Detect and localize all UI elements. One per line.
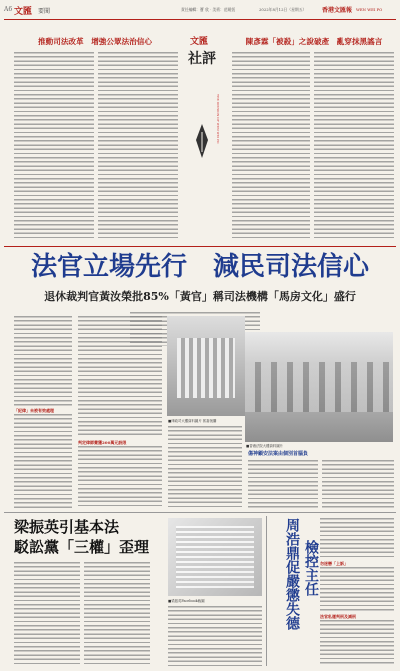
editorial-right-text-col-2 — [314, 52, 394, 240]
main-story-col-2b — [78, 446, 162, 508]
bottom-divider — [4, 512, 396, 513]
facebook-screenshot-photo — [168, 518, 262, 596]
subhead-legal-fee: 判定律師費獲200萬元設限 — [78, 440, 127, 445]
bottom-right-col-1 — [320, 518, 394, 558]
photo-caption-2: ■香港法院大樓資料圖片 — [246, 444, 284, 448]
editorial-left-headline: 推動司法改革 增強公眾法治信心 — [38, 37, 152, 46]
editorial-right-text-col-1 — [232, 52, 310, 240]
bottom-story-col-1 — [14, 562, 80, 666]
masthead-rule — [4, 19, 396, 20]
bottom-headline-line-1: 梁振英引基本法 — [14, 518, 120, 536]
main-subheadline: 退休裁判官黃汝榮批85%「黃官」稱司法機構「馬房文化」盛行 — [44, 290, 356, 303]
quote-headline: 傷神顧安法案由個別首腦負 — [248, 451, 309, 457]
bottom-headline-line-2: 駁訟黨「三權」歪理 — [14, 538, 150, 556]
brand-english: WEN WEI PO — [356, 7, 383, 12]
bottom-right-col-3 — [320, 620, 394, 666]
editorial-badge — [182, 34, 226, 164]
bottom-vertical-rule — [266, 516, 267, 666]
editorial-right-headline: 陳彥霖「被殺」之說破產 亂穿抹黑謠言 — [245, 37, 383, 46]
main-story-col-2 — [78, 316, 162, 436]
bottom-right-col-2 — [320, 567, 394, 611]
main-story-col-5 — [322, 460, 394, 508]
court-building-photo — [245, 332, 393, 442]
main-story-col-3 — [168, 426, 242, 508]
facebook-photo-caption: ■梁振英Facebook截圖 — [168, 599, 205, 603]
vertical-headline-1: 周浩鼎促嚴懲失德 — [284, 518, 300, 630]
brand-logo: 香港文匯報 — [322, 7, 353, 14]
fountain-pen-icon — [190, 122, 214, 162]
government-building-photo — [167, 316, 245, 416]
main-story-col-1a — [14, 316, 72, 406]
section-name: 要聞 — [38, 8, 51, 15]
subhead-no-appeal: 勿迷戀「上訴」 — [320, 561, 348, 566]
editorial-left-text-col-2 — [98, 52, 178, 240]
photo-caption-1: ■律政司大樓資料圖片 郭嘉恆攝 — [168, 419, 217, 423]
main-story-col-4 — [248, 460, 318, 508]
main-headline: 法官立場先行 減民司法信心 — [30, 252, 369, 282]
vertical-headline-2: 檢控主任 — [303, 540, 319, 596]
page-number: A6 — [4, 6, 13, 13]
editorial-left-text-col-1 — [14, 52, 94, 240]
bottom-story-col-3 — [168, 606, 262, 666]
subhead-sentencing: 法官私運判刑及減刑 — [320, 614, 356, 619]
masthead — [4, 4, 396, 18]
bottom-story-col-2 — [84, 562, 150, 666]
main-story-col-1b — [14, 414, 72, 508]
badge-editorial-label: 社評 — [188, 51, 216, 67]
date-line: 2022年8月12日（星期五） — [259, 7, 307, 12]
editor-line: 責任編輯：寶 欣 · 美術：范曉恆 — [181, 7, 236, 12]
badge-subtitle: THE OPINION OF WEN WEI PO — [216, 94, 220, 144]
paper-name: 文匯 — [14, 7, 33, 17]
editorial-divider — [4, 246, 396, 247]
badge-paper-name: 文匯 — [190, 37, 209, 47]
subhead-discipline: 「紀律」未被有效處理 — [14, 408, 54, 413]
